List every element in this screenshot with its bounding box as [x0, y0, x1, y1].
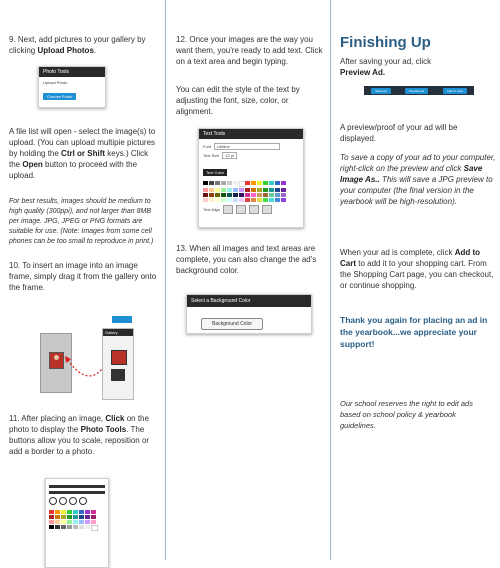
background-color-button[interactable]: Background Color [201, 318, 263, 330]
preview-ad-button[interactable]: Preview Ad [405, 88, 428, 94]
gallery-tab[interactable] [112, 316, 132, 323]
text-size-label: Text Size [203, 153, 220, 158]
text-align-label: Text Align [203, 207, 221, 212]
reposition-icon[interactable] [59, 497, 67, 505]
ad-complete-text: When your ad is complete, click Add to Cart to add it to your shopping cart. From the Shopping Cart page, you can checkout, or continue shopping. [340, 248, 494, 290]
step-13-text: 13. When all images and text areas are complete, you can also change the ad's background color. [176, 244, 317, 275]
align-right-icon[interactable] [249, 205, 259, 214]
align-center-icon[interactable] [236, 205, 246, 214]
background-color-panel [186, 294, 312, 334]
save-ad-button[interactable]: Save Ad [371, 88, 390, 94]
align-justify-icon[interactable] [262, 205, 272, 214]
text-size-select[interactable]: 12 pt [222, 152, 237, 159]
section-title: Finishing Up [340, 34, 431, 51]
step-11-text: 11. After placing an image, Click on the photo to display the Photo Tools. The buttons allow you to scale, reposition or add a border to a photo. [9, 414, 150, 456]
photo-scale-bar[interactable] [49, 485, 105, 488]
border-color-swatches[interactable] [49, 510, 105, 531]
file-list-text: A file list will open - select the image(s) to upload. (You can upload multipie pictures by holding the Ctrl or Shift keys.) Click the Open button to proceed with the upload. [9, 127, 156, 180]
choose-photo-button[interactable]: Choose Photo [43, 93, 76, 100]
best-results-note: For best results, images should be medium to high quality (300ppi), and not larger than 8MB per image. JPG, JPEG or PNG formats are suitable for use. (Note: Images from some cell phones can be too small to reproduce in print.) [9, 198, 154, 245]
gallery-label: Gallery [103, 329, 133, 336]
reposition-icon[interactable] [79, 497, 87, 505]
ad-action-bar [364, 86, 474, 95]
photo-tools-panel [38, 66, 106, 108]
edit-style-text: You can edit the style of the text by adjusting the font, size, color, or alignment. [176, 85, 300, 116]
reposition-icon[interactable] [69, 497, 77, 505]
text-color-swatches[interactable] [203, 181, 299, 202]
gallery-thumbnail[interactable] [111, 350, 127, 365]
preview-proof-text: A preview/proof of your ad will be displayed. [340, 123, 458, 143]
column-left [0, 0, 165, 560]
column-middle [166, 0, 330, 560]
photo-tools-panel-expanded [45, 478, 109, 568]
add-to-cart-button[interactable]: Add To Cart [443, 88, 467, 94]
text-tools-panel [198, 128, 304, 228]
gallery-thumbnail[interactable] [111, 369, 125, 381]
column-right [330, 0, 500, 560]
photo-tools-header: Photo Tools [39, 67, 105, 77]
step-10-text: 10. To insert an image into an image frame, simply drag it from the gallery onto the frame. [9, 261, 157, 292]
photo-scale-bar[interactable] [49, 491, 105, 494]
align-left-icon[interactable] [223, 205, 233, 214]
text-color-button[interactable]: Text Color [203, 169, 227, 176]
thank-you-text: Thank you again for placing an ad in the yearbook...we appreciate your support! [340, 315, 488, 349]
save-copy-text: To save a copy of your ad to your computer, right-click on the preview and click Save Image As.. This will save a JPG preview to your computer (the final version in the yearbook will be high-resolution). [340, 153, 496, 206]
background-color-header: Select a Background Color [187, 295, 311, 307]
text-tools-header: Text Tools [199, 129, 303, 139]
school-reserves-note: Our school reserves the right to edit ads based on school policy & yearbook guidelines. [340, 399, 473, 430]
step-12-text: 12. Once your images are the way you want them, you're ready to add text. Click on a text area and begin typing. [176, 35, 323, 66]
gallery-panel [102, 328, 134, 400]
drag-illustration [40, 318, 132, 398]
font-select[interactable]: Lifeline [214, 143, 280, 150]
reposition-icon[interactable] [49, 497, 57, 505]
upload-photo-label: Upload Photo [43, 80, 68, 85]
font-label: Font [203, 144, 212, 149]
after-saving-text: After saving your ad, click Preview Ad. [340, 57, 432, 77]
step-9-text: 9. Next, add pictures to your gallery by clicking Upload Photos. [9, 35, 146, 55]
